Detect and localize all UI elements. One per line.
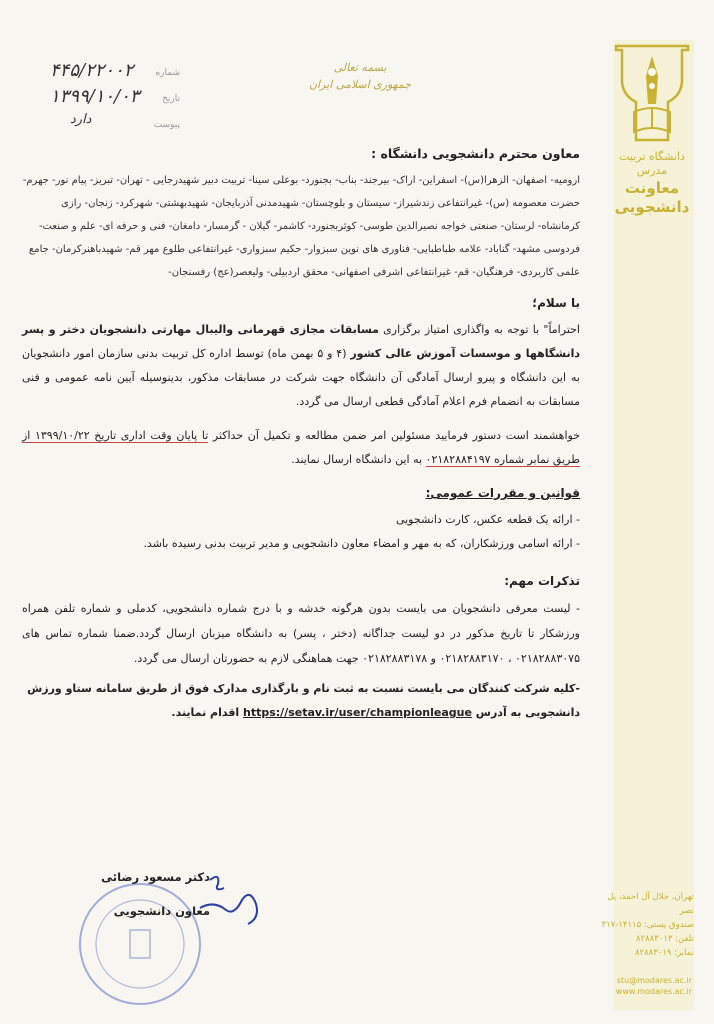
website-link[interactable]: www.modares.ac.ir bbox=[615, 987, 692, 996]
fax-text: نمابر: ۸۲۸۸۳۰۱۹ bbox=[634, 948, 694, 958]
signatory-name: دکتر مسعود رضائی bbox=[101, 870, 210, 884]
paragraph-1-start: احتراماً" با توجه به واگذاری امتیاز برگزاری bbox=[378, 323, 580, 336]
list-item: - ارائه یک قطعه عکس، کارت دانشجویی bbox=[22, 508, 580, 532]
date-label: تاریخ bbox=[162, 94, 180, 104]
date-value: ۱۳۹۹/۱۰/۰۳ bbox=[50, 86, 140, 107]
footer-contact bbox=[598, 975, 692, 997]
salutation: با سلام؛ bbox=[532, 296, 580, 310]
university-name: دانشگاه تربیت مدرس bbox=[619, 150, 685, 178]
attachment-label: پیوست bbox=[153, 120, 180, 130]
pobox-text: صندوق پستی: ۱۴۱۱۵-۳۱۷ bbox=[601, 920, 694, 930]
logo-title bbox=[610, 150, 694, 218]
date-row bbox=[40, 86, 180, 112]
note-2-end: اقدام نمایند. bbox=[171, 706, 244, 719]
phone-row bbox=[600, 932, 694, 946]
note-2 bbox=[22, 677, 580, 725]
registration-link[interactable]: https://setav.ir/user/championleague bbox=[243, 706, 472, 719]
number-label: شماره bbox=[155, 68, 180, 78]
bismillah-header bbox=[300, 60, 420, 93]
paragraph-1 bbox=[22, 318, 580, 414]
number-value: ۴۴۵/۲۲۰۰۲ bbox=[50, 60, 134, 81]
note-2-start: -کلیه شرکت کنندگان می بایست نسبت به ثبت نام و بارگذاری مدارک فوق از طریق سامانه ستاو ورزش دانشجویی به آدرس bbox=[27, 682, 580, 719]
attachment-row bbox=[40, 112, 180, 138]
number-row bbox=[40, 60, 180, 86]
paragraph-2-end: به این دانشگاه ارسال نمایند. bbox=[291, 453, 426, 466]
deadline-text: تا پایان وقت اداری تاریخ ۱۳۹۹/۱۰/۲۲ از طریق نمابر شماره ۰۲۱۸۲۸۸۴۱۹۷ bbox=[22, 429, 580, 466]
paragraph-1-bold: مسابقات مجازی قهرمانی والیبال مهارتی دانشجویان دختر و پسر دانشگاهها و موسسات آموزش عالی کشور bbox=[22, 323, 580, 360]
notes-heading: تذکرات مهم: bbox=[504, 574, 580, 588]
phone-value: ۸۲۸۸۳۰۱۳ bbox=[635, 934, 673, 944]
attachment-value: دارد bbox=[70, 112, 92, 127]
paragraph-1-end: (۴ و ۵ بهمن ماه) توسط اداره کل تربیت بدنی سازمان امور دانشجویان به این دانشگاه و پیرو ارسال آمادگی آن دانشگاه جهت شرکت در مسابقات مذکور، بدینوسیله آیین نامه عمومی و فنی مسابقات به انضمام فرم اعلام آمادگی قطعی ارسال می گردد. bbox=[22, 347, 580, 408]
footer-address bbox=[600, 890, 694, 960]
address-text: تهران، جلال آل احمد، پل نصر bbox=[607, 892, 694, 916]
paragraph-2-start: خواهشمند است دستور فرمایید مسئولین امر ضمن مطالعه و تکمیل آن حداکثر bbox=[208, 429, 580, 442]
universities-list: ارومیه- اصفهان- الزهرا(س)- اسفراین- اراک- بیرجند- بناب- بجنورد- بوعلی سینا- تربیت دبیر شهیدرجایی - تهران- تبریز- پیام نور- جهرم- حضرت معصومه (س)- غیرانتفاعی زندشیراز- سیستان و بلوچستان- شهیدمدنی آذربایجان- شهیدبهشتی- شهرکرد- زنجان- رازی کرمانشاه- لرستان- صنعتی خواجه نصیرالدین طوسی- کوثربجنورد- کاشمر- گیلان - گرمسار- دامغان- فنی و حرفه ای- علم و صنعت- فردوسی مشهد- گناباد- علامه طباطبایی- فناوری های نوین سبزوار- حکیم سبزواری- غیرانتفاعی طلوع مهر قم- شهیدباهنرکرمان- جامع علمی کاربردی- فرهنگیان- قم- غیرانتفاعی اشرفی اصفهانی- محقق اردبیلی- ولیعصر(عج) رفسنجان- bbox=[22, 175, 580, 278]
department-name: معاونت دانشجویی bbox=[614, 178, 690, 217]
rules-heading: قوانین و مقررات عمومی: bbox=[425, 486, 580, 500]
note-1: - لیست معرفی دانشجویان می بایست بدون هرگونه خدشه و با درج شماره دانشجویی، کدملی و شماره تلفن همراه ورزشکار تا تاریخ مذکور در دو لیست جداگانه (دختر ، پسر) به دانشگاه میزبان ارسال گردد.ضمنا شماره تماس های ۰۲۱۸۲۸۸۳۰۷۵ ، ۰۲۱۸۲۸۸۳۱۷۰ و ۰۲۱۸۲۸۸۳۱۷۸ جهت هماهنگی لازم به حضورتان ارسال می گردد. bbox=[22, 602, 580, 665]
list-item: - ارائه اسامی ورزشکاران، که به مهر و امضاء معاون دانشجویی و مدیر تربیت بدنی رسیده باشد. bbox=[22, 532, 580, 556]
republic-text: جمهوری اسلامی ایران bbox=[308, 77, 412, 91]
phone-label: تلفن: bbox=[675, 934, 694, 944]
bismillah-text: بسمه تعالی bbox=[333, 61, 387, 74]
rules-list bbox=[22, 508, 580, 556]
tower-book-icon bbox=[612, 40, 692, 150]
letter-meta bbox=[40, 60, 180, 138]
signature-block bbox=[70, 870, 210, 918]
letter-body bbox=[22, 146, 580, 725]
paragraph-2 bbox=[22, 424, 580, 472]
email-link[interactable]: stu@modares.ac.ir bbox=[616, 976, 692, 985]
signatory-title: معاون دانشجویی bbox=[113, 904, 210, 918]
addressee: معاون محترم دانشجویی دانشگاه : bbox=[371, 146, 580, 161]
